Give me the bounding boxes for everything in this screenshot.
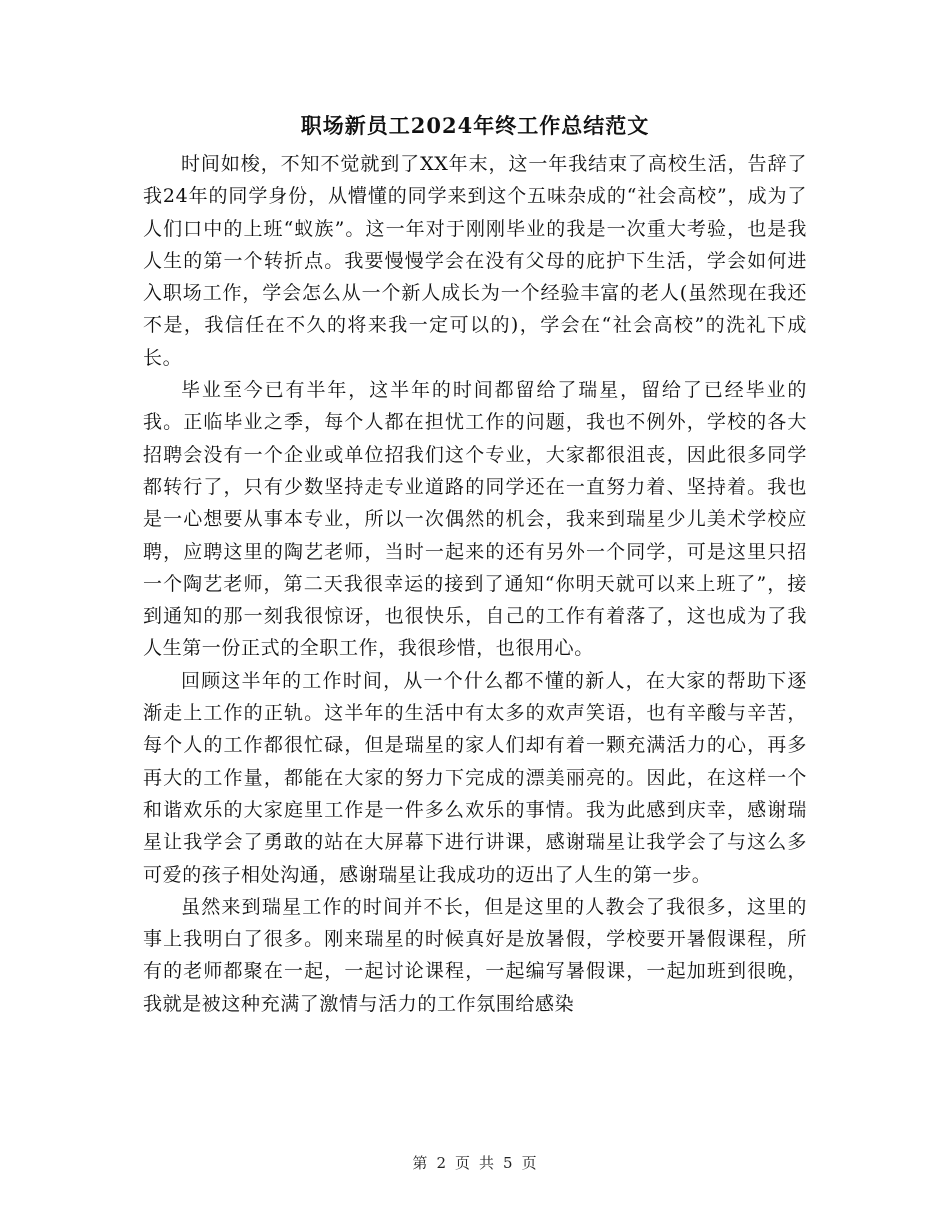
page-footer	[0, 1151, 950, 1175]
footer-prefix: 第	[412, 1154, 429, 1172]
footer-total-prefix: 共	[479, 1154, 496, 1172]
footer-suffix: 页	[521, 1154, 538, 1172]
document-title: 职场新员工2024年终工作总结范文	[300, 113, 650, 138]
footer-current-page: 2	[436, 1154, 447, 1172]
paragraph-4: 虽然来到瑞星工作的时间并不长，但是这里的人教会了我很多，这里的事上我明白了很多。刚来瑞星的时候真好是放暑假，学校要开暑假课程，所有的老师都聚在一起，一起讨论课程，一起编写暑假课，一起加班到很晚，我就是被这种充满了激情与活力的工作氛围给感染	[143, 895, 807, 1015]
document-body	[143, 148, 807, 1020]
footer-total-pages: 5	[503, 1154, 514, 1172]
paragraph-1: 时间如梭，不知不觉就到了XX年末，这一年我结束了高校生活，告辞了我24年的同学身份，从懵懂的同学来到这个五味杂成的“社会高校”，成为了人们口中的上班“蚁族”。这一年对于刚刚毕业的我是一次重大考验，也是我人生的第一个转折点。我要慢慢学会在没有父母的庇护下生活，学会如何进入职场工作，学会怎么从一个新人成长为一个经验丰富的老人(虽然现在我还不是，我信任在不久的将来我一定可以的)，学会在“社会高校”的洗礼下成长。	[143, 153, 807, 369]
paragraph-3: 回顾这半年的工作时间，从一个什么都不懂的新人，在大家的帮助下逐渐走上工作的正轨。这半年的生活中有太多的欢声笑语，也有辛酸与辛苦，每个人的工作都很忙碌，但是瑞星的家人们却有着一颗充满活力的心，再多再大的工作量，都能在大家的努力下完成的漂美丽亮的。因此，在这样一个和谐欢乐的大家庭里工作是一件多么欢乐的事情。我为此感到庆幸，感谢瑞星让我学会了勇敢的站在大屏幕下进行讲课，感谢瑞星让我学会了与这么多可爱的孩子相处沟通，感谢瑞星让我成功的迈出了人生的第一步。	[143, 669, 807, 886]
footer-page-word: 页	[454, 1154, 471, 1172]
paragraph-2: 毕业至今已有半年，这半年的时间都留给了瑞星，留给了已经毕业的我。正临毕业之季，每个人都在担忧工作的问题，我也不例外，学校的各大招聘会没有一个企业或单位招我们这个专业，大家都很沮丧，因此很多同学都转行了，只有少数坚持走专业道路的同学还在一直努力着、坚持着。我也是一心想要从事本专业，所以一次偶然的机会，我来到瑞星少儿美术学校应聘，应聘这里的陶艺老师，当时一起来的还有另外一个同学，可是这里只招一个陶艺老师，第二天我很幸运的接到了通知“你明天就可以来上班了”，接到通知的那一刻我很惊讶，也很快乐，自己的工作有着落了，这也成为了我人生第一份正式的全职工作，我很珍惜，也很用心。	[143, 379, 807, 660]
